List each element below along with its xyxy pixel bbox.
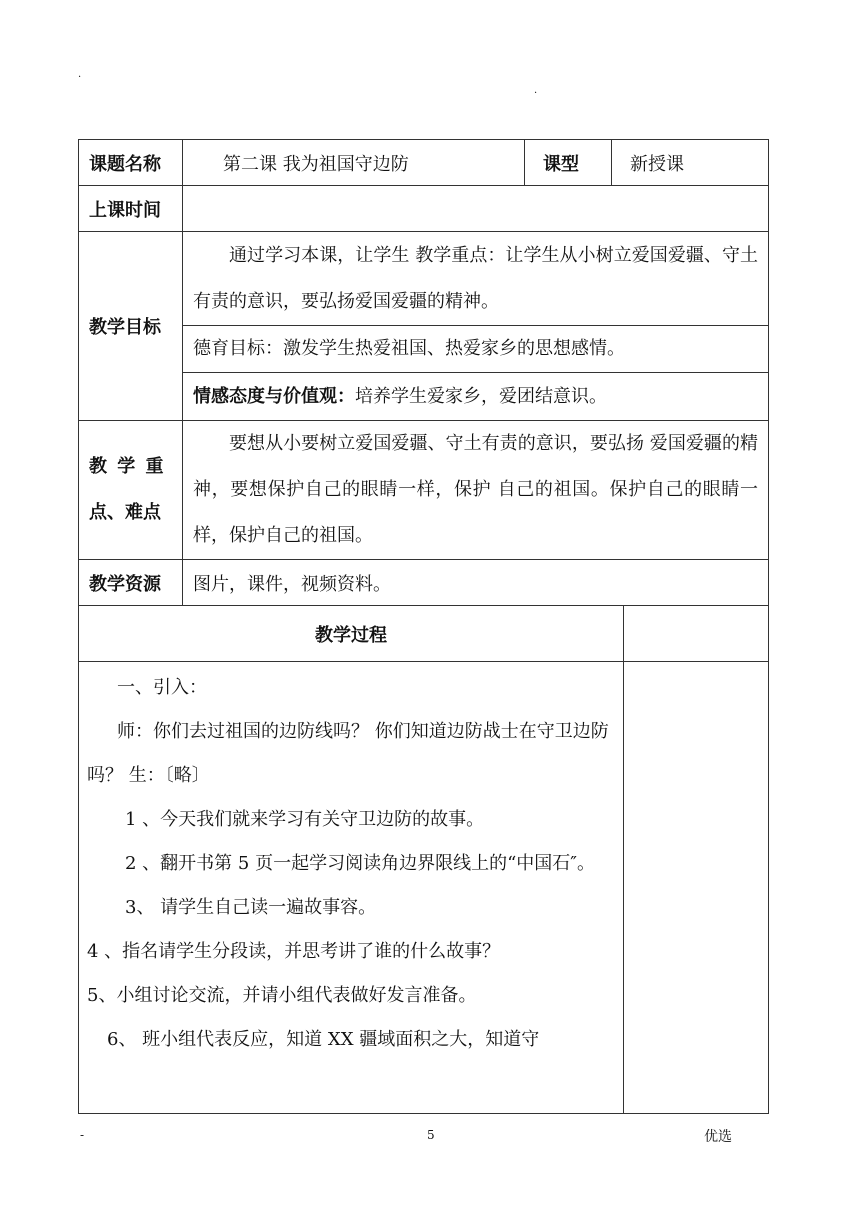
- process-line: 3、 请学生自己读一遍故事容。: [125, 897, 377, 918]
- row-time: [79, 186, 769, 232]
- process-title: 教学过程: [79, 606, 624, 662]
- lesson-plan-table: [78, 139, 769, 1114]
- process-line: 1 、今天我们就来学习有关守卫边防的故事。: [125, 809, 485, 830]
- row-resource: [79, 560, 769, 606]
- footer-label: 优选: [704, 1129, 732, 1145]
- row-moral: [79, 326, 769, 373]
- title-value: 第二课 我为祖国守边防: [183, 140, 525, 186]
- row-attitude: [79, 373, 769, 421]
- process-line: 一、引入：: [117, 677, 207, 698]
- attitude-cell: [183, 373, 769, 421]
- process-line: 5、小组讨论交流，并请小组代表做好发言准备。: [87, 985, 477, 1006]
- key-label-line-2: 点、难点: [89, 502, 161, 523]
- resource-label: 教学资源: [79, 560, 183, 606]
- row-key-points: [79, 421, 769, 560]
- type-label: 课型: [525, 140, 612, 186]
- row-goal: [79, 232, 769, 326]
- header-dot-left: .: [78, 69, 82, 80]
- process-side: [624, 662, 769, 1114]
- footer-dash: -: [80, 1128, 85, 1142]
- attitude-text: 培养学生爱家乡，爱团结意识。: [355, 385, 607, 407]
- process-line: 4 、指名请学生分段读，并思考讲了谁的什么故事？: [87, 941, 501, 962]
- row-process-title: [79, 606, 769, 662]
- key-label-line-1: 教 学 重: [89, 456, 166, 477]
- goal-text: 通过学习本课，让学生 教学重点：让学生从小树立爱国爱疆、守土有责的意识，要弘扬爱国爱疆的精神。: [183, 232, 769, 326]
- time-value: [183, 186, 769, 232]
- title-label: 课题名称: [79, 140, 183, 186]
- key-text: 要想从小要树立爱国爱疆、守土有责的意识，要弘扬 爱国爱疆的精神，要想保护自己的眼睛一样，保护 自己的祖国。保护自己的眼睛一样，保护自己的祖国。: [183, 421, 769, 560]
- resource-text: 图片，课件，视频资料。: [183, 560, 769, 606]
- attitude-label: 情感态度与价值观：: [193, 385, 355, 407]
- header-dot-right: .: [534, 85, 538, 96]
- type-value: 新授课: [612, 140, 769, 186]
- process-line: 6、 班小组代表反应，知道 XX 疆域面积之大，知道守: [107, 1029, 540, 1050]
- key-label: [79, 421, 183, 560]
- process-line: 师：你们去过祖国的边防线吗？ 你们知道边防战士在守卫边防吗？ 生：〔略〕: [87, 721, 609, 786]
- process-content: [79, 662, 624, 1114]
- process-line: 2 、翻开书第 5 页一起学习阅读角边界限线上的“中国石″。: [125, 853, 595, 874]
- goal-label: 教学目标: [79, 232, 183, 421]
- row-process: [79, 662, 769, 1114]
- process-title-side: [624, 606, 769, 662]
- time-label: 上课时间: [79, 186, 183, 232]
- row-title: [79, 140, 769, 186]
- moral-text: 德育目标：激发学生热爱祖国、热爱家乡的思想感情。: [183, 326, 769, 373]
- page-number: 5: [427, 1128, 435, 1142]
